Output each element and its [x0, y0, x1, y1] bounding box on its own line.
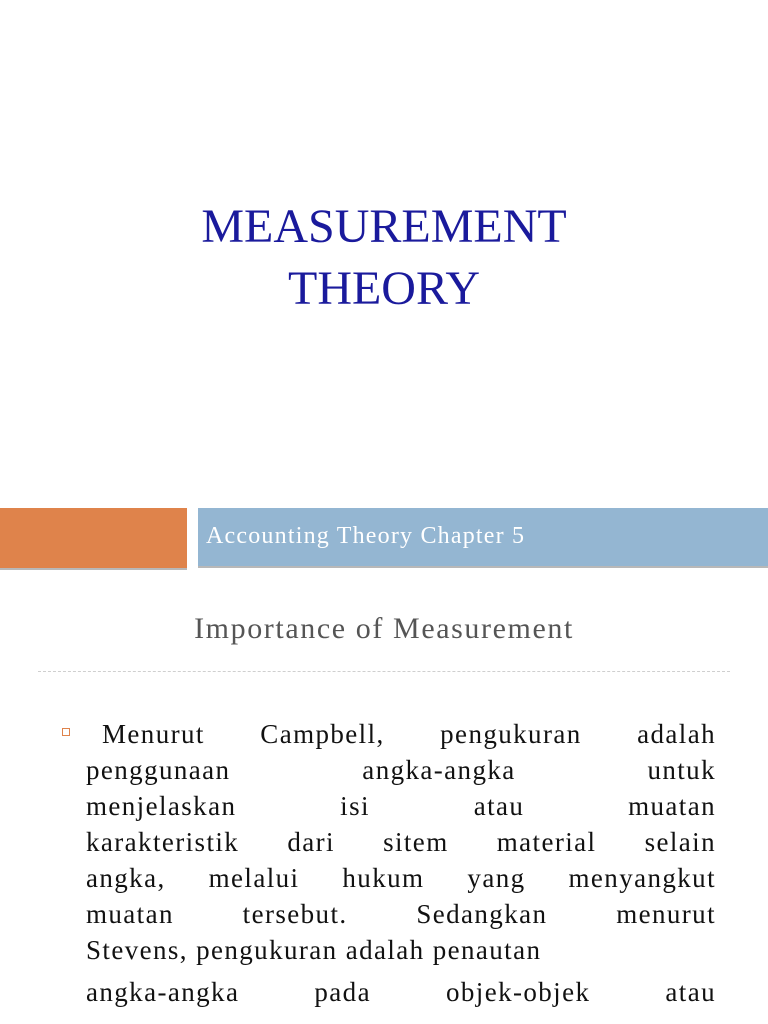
- slide-subtitle: Accounting Theory Chapter 5: [206, 522, 526, 549]
- paragraph-line: muatan tersebut. Sedangkan menurut: [86, 899, 716, 929]
- slide-title-line-1: MEASUREMENT: [201, 200, 567, 253]
- subtitle-bar: [198, 508, 768, 568]
- paragraph-line: angka, melalui hukum yang menyangkut: [86, 863, 716, 893]
- dashed-divider: [38, 671, 730, 672]
- slide-title-line-2: THEORY: [288, 262, 480, 315]
- paragraph-line: angka-angka pada objek-objek atau: [86, 977, 716, 1007]
- square-bullet-icon: [62, 728, 70, 736]
- section-heading: Importance of Measurement: [194, 612, 574, 645]
- accent-bar-orange: [0, 508, 187, 570]
- paragraph-line: menjelaskan isi atau muatan: [86, 791, 716, 821]
- bullet-paragraph: [86, 716, 716, 1010]
- paragraph-line: Menurut Campbell, pengukuran adalah: [102, 719, 716, 749]
- paragraph-line: karakteristik dari sitem material selain: [86, 827, 716, 857]
- paragraph-line: Stevens, pengukuran adalah penautan: [86, 935, 542, 965]
- slide-title: [0, 196, 768, 320]
- paragraph-line: penggunaan angka-angka untuk: [86, 755, 716, 785]
